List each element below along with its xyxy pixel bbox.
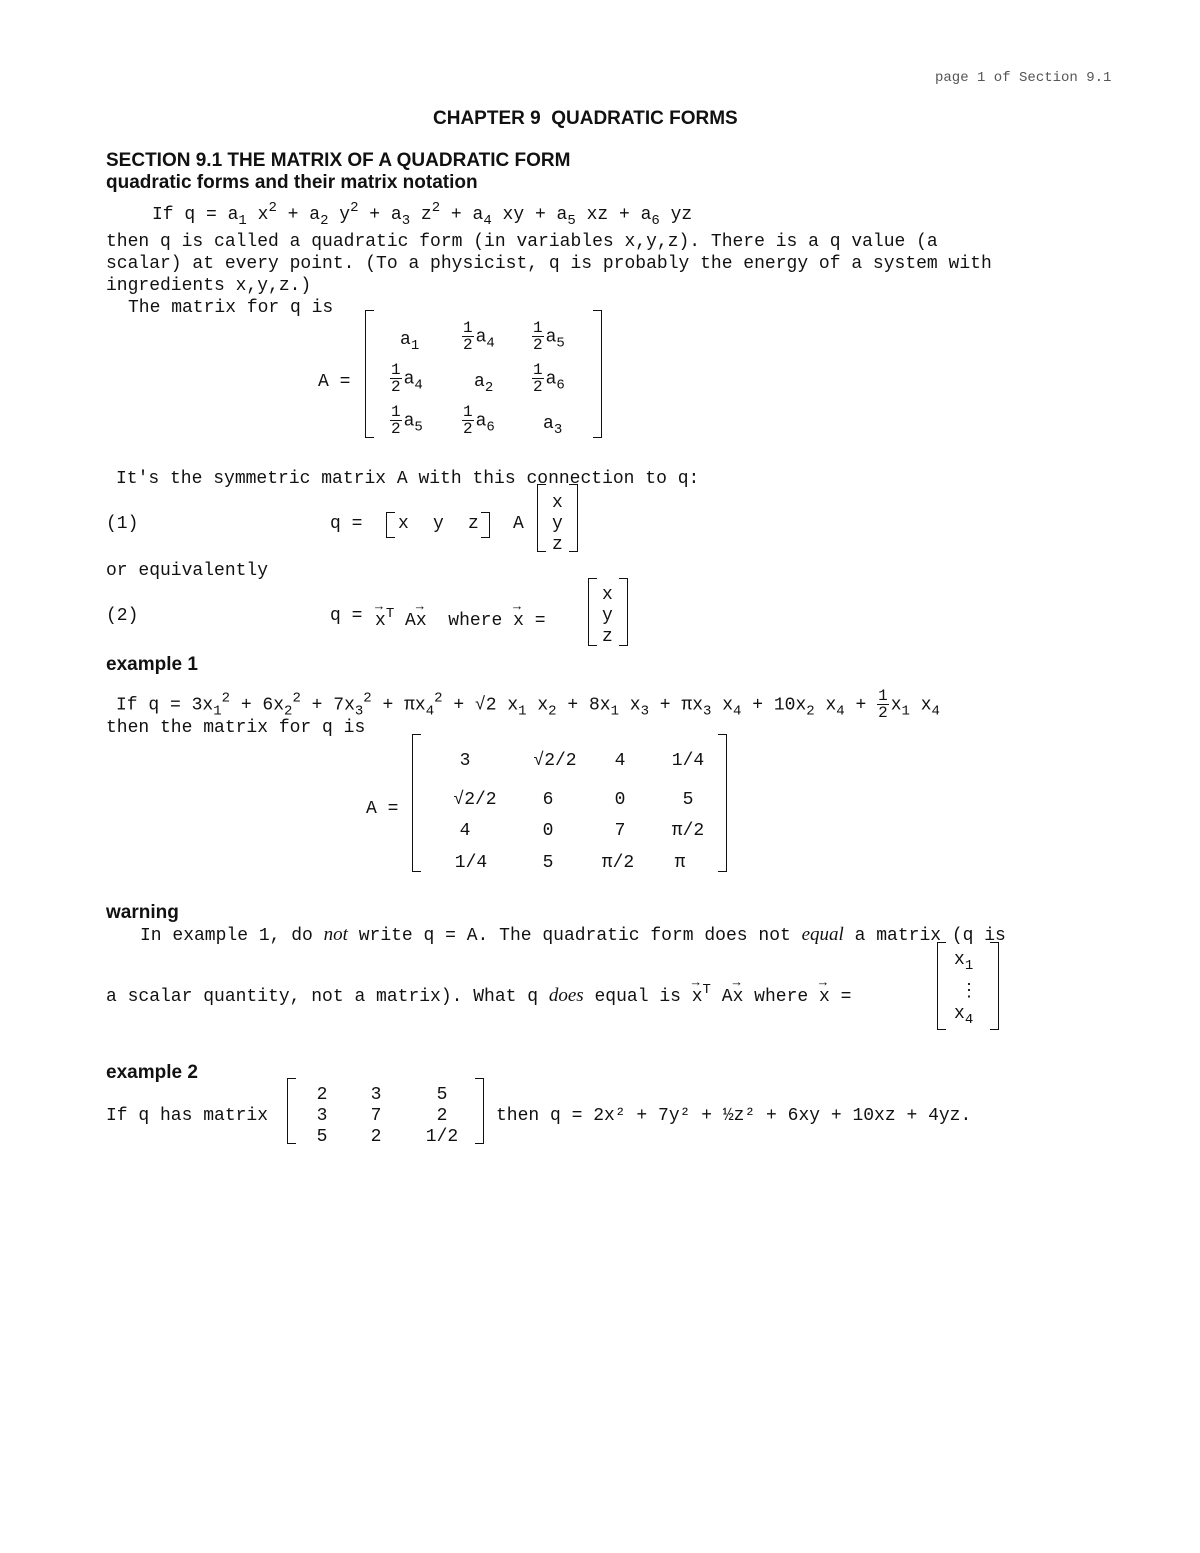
- column-vector-entry: $x_4$: [954, 1004, 974, 1028]
- matrix-cell: π/2: [671, 821, 705, 841]
- where-word: where: [448, 611, 503, 631]
- warning-line-2: a scalar quantity, not a matrix). What q does equal is → $x^T$ A→ x where → x =: [106, 982, 851, 1007]
- matrix-a-label: A =: [318, 372, 351, 392]
- matrix-cell: 0: [614, 790, 626, 810]
- emphasis-equal: equal: [801, 924, 844, 945]
- matrix-cell: √2/2: [453, 790, 497, 810]
- left-bracket: [287, 1078, 296, 1144]
- matrix-cell: π/2: [601, 853, 635, 873]
- or-equivalently: or equivalently: [106, 561, 269, 581]
- left-bracket: [537, 484, 546, 552]
- row-vector-entry: z: [468, 514, 479, 534]
- matrix-cell: 3: [316, 1106, 328, 1126]
- column-vector-entry: x: [602, 585, 613, 605]
- left-bracket: [588, 578, 597, 646]
- emphasis-not: not: [323, 924, 348, 945]
- matrix-cell: 2: [316, 1085, 328, 1105]
- matrix-cell: 7: [370, 1106, 382, 1126]
- matrix-cell: $a_2$: [474, 372, 494, 396]
- matrix-cell: 7: [614, 821, 626, 841]
- matrix-cell: 1/4: [671, 751, 705, 771]
- matrix-cell: $\frac{1}{2}$ $a_5$: [533, 319, 565, 354]
- matrix-cell: √2/2: [533, 751, 577, 771]
- right-bracket: [593, 310, 602, 438]
- matrix-cell: $\frac{1}{2}$ $a_4$: [463, 319, 495, 354]
- matrix-cell: 5: [436, 1085, 448, 1105]
- matrix-cell: 6: [542, 790, 554, 810]
- page-header: page 1 of Section 9.1: [935, 70, 1112, 86]
- emphasis-does: does: [548, 985, 584, 1006]
- matrix-cell: 4: [614, 751, 626, 771]
- left-bracket: [365, 310, 374, 438]
- column-vector-entry: z: [602, 627, 613, 647]
- equation-2-body: [375, 606, 546, 631]
- column-vector-entry: ⋮: [960, 982, 978, 1002]
- transpose-symbol: T: [385, 606, 395, 622]
- matrix-cell: 4: [459, 821, 471, 841]
- intro-paragraph-line-2: scalar) at every point. (To a physicist, q is probably the energy of a system with: [106, 254, 992, 274]
- matrix-for-q-label: The matrix for q is: [128, 298, 334, 318]
- right-bracket: [475, 1078, 484, 1144]
- section-title: SECTION 9.1 THE MATRIX OF A QUADRATIC FORM: [106, 150, 571, 171]
- matrix-cell: 2: [436, 1106, 448, 1126]
- chapter-title: CHAPTER 9 QUADRATIC FORMS: [433, 108, 738, 129]
- equation-1-label: (1): [106, 514, 139, 534]
- vector-x: → x: [375, 611, 386, 631]
- matrix-cell: $a_3$: [543, 414, 563, 438]
- right-bracket: [619, 578, 628, 646]
- example-2-heading: example 2: [106, 1062, 198, 1083]
- matrix-cell: 5: [316, 1127, 328, 1147]
- warning-heading: warning: [106, 902, 179, 923]
- right-bracket: [718, 734, 727, 872]
- column-vector-entry: x: [552, 493, 563, 513]
- warning-line-1: In example 1, do not write q = A. The quadratic form does not equal a matrix (q is: [140, 924, 1006, 946]
- row-vector-entry: x: [398, 514, 409, 534]
- matrix-cell: $\frac{1}{2}$ $a_6$: [533, 361, 565, 396]
- example-1-heading: example 1: [106, 654, 198, 675]
- row-vector-entry: y: [433, 514, 444, 534]
- matrix-cell: 1/4: [454, 853, 488, 873]
- equation-2-label: (2): [106, 606, 139, 626]
- equation-2-lhs: q =: [330, 606, 363, 626]
- vector-x: → x: [416, 611, 427, 631]
- matrix-cell: 1/2: [425, 1127, 459, 1147]
- matrix-cell: $\frac{1}{2}$ $a_5$: [391, 403, 423, 438]
- vector-x: → x: [513, 611, 524, 631]
- matrix-cell: 2: [370, 1127, 382, 1147]
- column-vector-entry: y: [602, 606, 613, 626]
- intro-equation: If $q = a_1$ $x^2 + a_2$ $y^2 + a_3$ $z^2 + a_4$ xy + $a_5$ xz + $a_6$ yz: [152, 200, 693, 229]
- example-1-then: then the matrix for q is: [106, 718, 366, 738]
- equals-sign: =: [534, 611, 546, 631]
- matrix-cell: 3: [459, 751, 471, 771]
- example-2-if: If q has matrix: [106, 1106, 269, 1126]
- example-1-equation: If $q = 3x_1^2 + 6x_2^2 + 7x_3^2 + \pi x_4^2 + √2$ $x_1$ $x_2 + 8x_1$ $x_3 + \pi x_3$ $x_4 + 10x_2$ $x_4$ + $\frac{1}{2}$ $x_1$ $x_4$: [116, 687, 940, 722]
- matrix-cell: $\frac{1}{2}$ $a_4$: [391, 361, 423, 396]
- matrix-cell: $\frac{1}{2}$ $a_6$: [463, 403, 495, 438]
- matrix-a-symbol: A: [405, 611, 416, 631]
- matrix-cell: $a_1$: [400, 330, 420, 354]
- left-bracket: [386, 512, 395, 538]
- matrix-cell: 5: [542, 853, 554, 873]
- left-bracket: [412, 734, 421, 872]
- subsection-title: quadratic forms and their matrix notation: [106, 172, 478, 193]
- matrix-a-label: A =: [366, 799, 399, 819]
- column-vector-entry: $x_1$: [954, 950, 974, 974]
- right-bracket: [990, 942, 999, 1030]
- matrix-cell: 0: [542, 821, 554, 841]
- right-bracket: [481, 512, 490, 538]
- intro-paragraph-line-3: ingredients x,y,z.): [106, 276, 312, 296]
- matrix-a-symbol: A: [513, 514, 524, 534]
- right-bracket: [569, 484, 578, 552]
- equation-1-lhs: q =: [330, 514, 363, 534]
- matrix-cell: 3: [370, 1085, 382, 1105]
- left-bracket: [937, 942, 946, 1030]
- symmetric-matrix-sentence: It's the symmetric matrix A with this connection to q:: [116, 469, 700, 489]
- column-vector-entry: z: [552, 535, 563, 555]
- intro-paragraph-line-1: then q is called a quadratic form (in variables x,y,z). There is a q value (a: [106, 232, 938, 252]
- column-vector-entry: y: [552, 514, 563, 534]
- matrix-cell: 5: [682, 790, 694, 810]
- example-2-then: then q = 2x² + 7y² + ½z² + 6xy + 10xz + 4yz.: [496, 1106, 972, 1126]
- matrix-cell: π: [674, 853, 686, 873]
